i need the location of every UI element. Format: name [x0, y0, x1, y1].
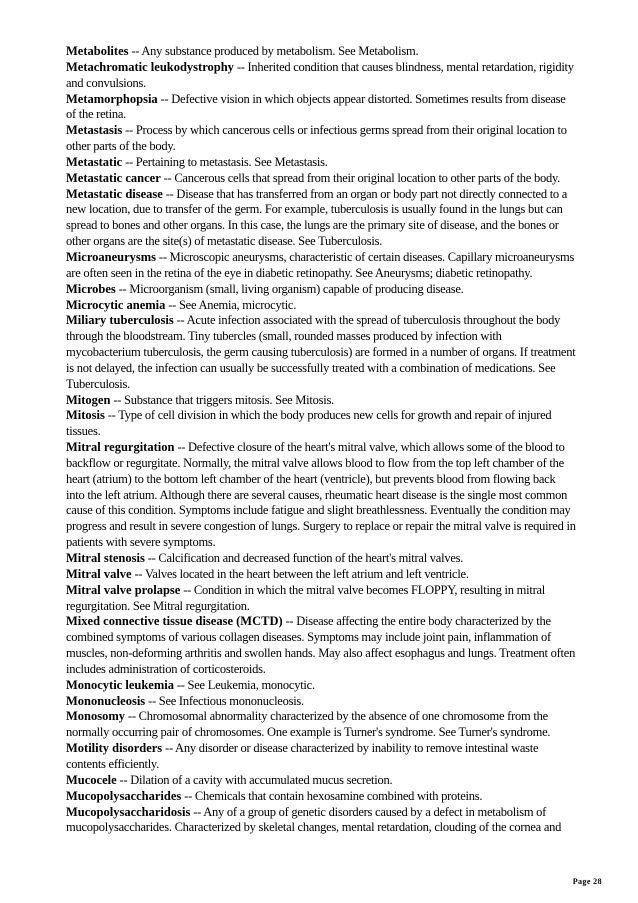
entry-term: Microcytic anemia [66, 297, 166, 312]
glossary-entry [66, 773, 576, 789]
entry-term: Metamorphopsia [66, 91, 158, 106]
glossary-entry [66, 408, 576, 440]
glossary-entry [66, 805, 576, 837]
entry-term: Monosomy [66, 709, 126, 724]
glossary-entry [66, 282, 576, 298]
glossary-entry [66, 551, 576, 567]
entry-definition: -- Acute infection associated with the spread of tuberculosis throughout the body through the bloodstream. Tiny tubercles (small, rounded masses produced by infection with mycobacterium tuberculosis, the germ causing tuberculosis) are formed in a number of organs. If treatment is not delayed, the infection can usually be successfully treated with a combination of medications. See Tuberculosis. [66, 313, 576, 391]
entry-definition: -- Disease that has transferred from an organ or body part not directly connected to a new location, due to transfer of the germ. For example, tuberculosis is usually found in the lungs but can spread to bones and other organs. In this case, the lungs are the primary site of disease, and the bones or other organs are the site(s) of metastatic disease. See Tuberculosis. [66, 186, 568, 249]
entry-definition: -- Chromosomal abnormality characterized by the absence of one chromosome from the normally occurring pair of chromosomes. One example is Turner's syndrome. See Turner's syndrome. [66, 709, 551, 740]
entry-definition: -- Condition in which the mitral valve becomes FLOPPY, resulting in mitral regurgitation. See Mitral regurgitation. [66, 582, 545, 613]
glossary-entry [66, 298, 576, 314]
entry-definition: -- Substance that triggers mitosis. See Mitosis. [110, 392, 334, 407]
entry-term: Metastatic [66, 154, 123, 169]
entry-term: Mucopolysaccharides [66, 788, 182, 803]
glossary-entry [66, 187, 576, 250]
entry-term: Monocytic leukemia [66, 677, 174, 692]
glossary-entry [66, 678, 576, 694]
entry-definition: -- See Anemia, microcytic. [165, 297, 297, 312]
entry-definition: -- See Infectious mononucleosis. [145, 693, 304, 708]
glossary-entry [66, 741, 576, 773]
entry-term: Microbes [66, 281, 116, 296]
glossary-entry [66, 60, 576, 92]
glossary-entry [66, 583, 576, 615]
entry-term: Mitogen [66, 392, 111, 407]
entry-definition: -- Calcification and decreased function of the heart's mitral valves. [144, 551, 464, 565]
glossary-entry [66, 123, 576, 155]
entry-definition: -- Inherited condition that causes blindness, mental retardation, rigidity and convulsions. [66, 59, 574, 90]
entry-definition: -- Valves located in the heart between the left atrium and left ventricle. [131, 566, 469, 581]
entry-term: Mitral valve prolapse [66, 582, 181, 597]
glossary-entry [66, 694, 576, 710]
entry-definition: -- Defective vision in which objects appear distorted. Sometimes results from disease of the retina. [66, 91, 566, 122]
glossary-entry [66, 92, 576, 124]
entry-definition: -- Defective closure of the heart's mitral valve, which allows some of the blood to backflow or regurgitate. Normally, the mitral valve allows blood to flow from the top left chamber of the heart (atrium) to the bottom left chamber of the heart (ventricle), but prevents blood from flowing back into the left atrium. Although there are several causes, rheumatic heart disease is the single most common cause of this condition. Symptoms include fatigue and slight breathlessness. Eventually the condition may progress and result in severe congestion of lungs. Surgery to replace or repair the mitral valve is required in patients with severe symptoms. [66, 440, 576, 550]
entry-term: Metastasis [66, 123, 123, 138]
entry-term: Metachromatic leukodystrophy [66, 59, 234, 74]
glossary-entry [66, 44, 576, 60]
entry-definition: -- Cancerous cells that spread from their original location to other parts of the body. [160, 170, 561, 185]
entry-definition: -- Process by which cancerous cells or infectious germs spread from their original location to other parts of the body. [66, 123, 567, 154]
entry-term: Metastatic cancer [66, 170, 161, 185]
entry-definition: -- Any disorder or disease characterized by inability to remove intestinal waste contents efficiently. [66, 741, 539, 771]
glossary-entry [66, 789, 576, 805]
glossary-entry [66, 171, 576, 187]
entry-definition: -- Chemicals that contain hexosamine combined with proteins. [181, 788, 483, 803]
entry-definition: -- Type of cell division in which the body produces new cells for growth and repair of injured tissues. [66, 408, 552, 439]
entry-term: Mitosis [66, 408, 105, 423]
glossary-entry [66, 250, 576, 282]
entry-definition: -- See Leukemia, monocytic. [173, 677, 315, 692]
entry-term: Motility disorders [66, 741, 163, 756]
entry-definition: -- Microscopic aneurysms, characteristic of certain diseases. Capillary microaneurysms are often seen in the retina of the eye in diabetic retinopathy. See Aneurysms; diabetic retinopathy. [66, 249, 575, 280]
entry-term: Miliary tuberculosis [66, 313, 174, 328]
entry-definition: -- Dilation of a cavity with accumulated mucus secretion. [116, 772, 393, 787]
glossary-entry [66, 567, 576, 583]
glossary-entry [66, 393, 576, 409]
entry-term: Mitral stenosis [66, 551, 145, 565]
glossary-entry [66, 313, 576, 392]
entry-term: Mitral regurgitation [66, 440, 175, 455]
glossary-entry [66, 614, 576, 677]
entry-term: Microaneurysms [66, 249, 157, 264]
glossary-entry [66, 440, 576, 551]
entry-term: Mucopolysaccharidosis [66, 804, 191, 819]
entry-definition: -- Microorganism (small, living organism) capable of producing disease. [115, 281, 464, 296]
glossary-entry [66, 709, 576, 741]
entry-term: Metabolites [66, 44, 129, 58]
entry-term: Mitral valve [66, 566, 132, 581]
page-number: Page 28 [572, 877, 602, 886]
glossary-entry [66, 155, 576, 171]
entry-definition: -- Disease affecting the entire body characterized by the combined symptoms of various collagen diseases. Symptoms may include joint pain, inflammation of muscles, non-deforming arthritis and swollen hands. May also affect esophagus and lungs. Treatment often includes administration of corticosteroids. [66, 614, 576, 676]
entry-definition: -- Any substance produced by metabolism. See Metabolism. [128, 44, 419, 58]
glossary-body [66, 44, 576, 836]
entry-term: Mononucleosis [66, 693, 146, 708]
entry-term: Metastatic disease [66, 186, 163, 201]
entry-term: Mucocele [66, 772, 117, 787]
entry-term: Mixed connective tissue disease (MCTD) [66, 614, 283, 629]
entry-definition: -- Pertaining to metastasis. See Metastasis. [122, 154, 328, 169]
entry-definition: -- Any of a group of genetic disorders caused by a defect in metabolism of mucopolysaccharides. Characterized by skeletal changes, mental retardation, clouding of the cornea and [66, 804, 562, 835]
